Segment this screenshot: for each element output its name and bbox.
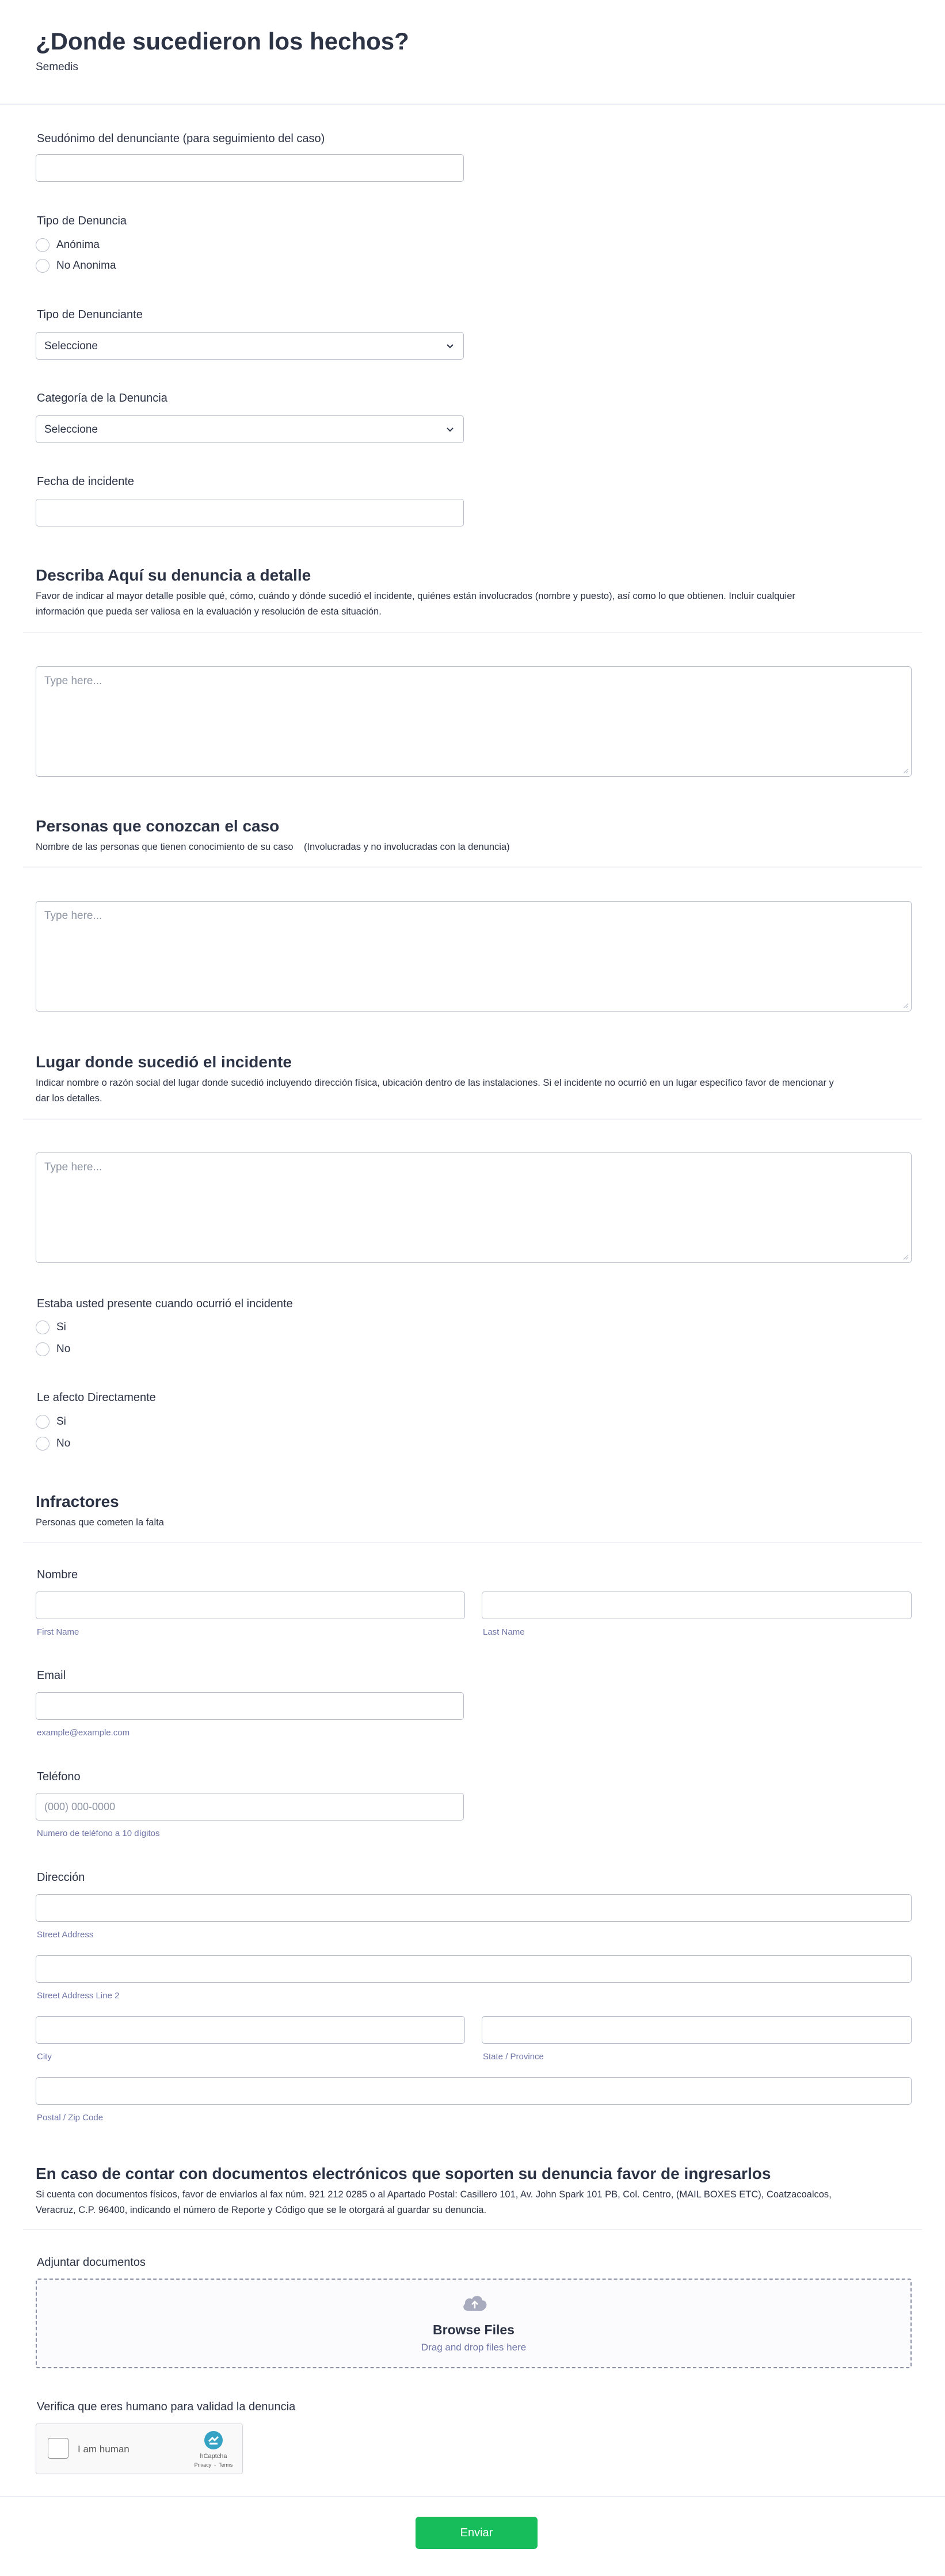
tipo-denunciante-select[interactable] <box>36 332 464 360</box>
telefono-input[interactable] <box>36 1793 464 1821</box>
detalle-desc-line1: Favor de indicar al mayor detalle posible qué, cómo, cuándo y dónde sucedió el incidente, quiénes están involucrados (nombre y puesto), así como lo que obtienen. Incluir cualquier <box>36 591 795 601</box>
captcha-checkbox[interactable] <box>48 2438 68 2459</box>
footer-divider <box>0 2496 945 2497</box>
lugar-placeholder: Type here... <box>44 1161 102 1173</box>
section-divider <box>23 867 922 868</box>
radio-no-anonima-label[interactable]: No Anonima <box>56 259 116 272</box>
section-divider <box>23 1119 922 1120</box>
last-name-input[interactable] <box>482 1592 912 1619</box>
last-name-hint: Last Name <box>483 1627 525 1637</box>
radio-afecto-no-label[interactable]: No <box>56 1437 71 1449</box>
hcaptcha-widget[interactable] <box>36 2424 243 2474</box>
drag-drop-hint: Drag and drop files here <box>421 2342 527 2353</box>
tipo-denunciante-label: Tipo de Denunciante <box>37 308 143 321</box>
categoria-value: Seleccione <box>44 423 98 436</box>
postal-code-input[interactable] <box>36 2077 912 2105</box>
radio-afecto-si-label[interactable]: Si <box>56 1415 66 1428</box>
verifica-label: Verifica que eres humano para validad la denuncia <box>37 2401 296 2413</box>
infractores-title: Infractores <box>36 1493 119 1510</box>
personas-placeholder: Type here... <box>44 910 102 922</box>
city-input[interactable] <box>36 2016 465 2044</box>
detalle-title: Describa Aquí su denuncia a detalle <box>36 566 311 584</box>
hcaptcha-brand: hCaptcha <box>200 2453 227 2460</box>
personas-textarea[interactable] <box>36 901 912 1012</box>
direccion-label: Dirección <box>37 1871 85 1884</box>
radio-anonima[interactable] <box>36 238 49 252</box>
radio-afecto-si[interactable] <box>36 1415 49 1429</box>
nombre-label: Nombre <box>37 1569 78 1581</box>
section-divider <box>23 632 922 633</box>
state-hint: State / Province <box>483 2052 544 2062</box>
documentos-desc-line2: Veracruz, C.P. 96400, indicando el número de Reporte y Código que se le otorgará al guardar su denuncia. <box>36 2205 487 2215</box>
lugar-textarea[interactable] <box>36 1152 912 1263</box>
chevron-down-icon <box>445 341 455 351</box>
radio-presente-si-label[interactable]: Si <box>56 1321 66 1333</box>
detalle-desc-line2: información que pueda ser valiosa en la evaluación y resolución de esta situación. <box>36 606 382 617</box>
upload-label: Adjuntar documentos <box>37 2256 146 2269</box>
state-input[interactable] <box>482 2016 912 2044</box>
cloud-upload-icon <box>461 2292 489 2313</box>
documentos-desc-line1: Si cuenta con documentos físicos, favor de enviarlos al fax núm. 921 212 0285 o al Apartado Postal: Casillero 101, Av. John Spark 101 PB, Col. Centro, (MAIL BOXES ETC), Coatzacoalcos, <box>36 2189 832 2200</box>
email-field[interactable] <box>36 1692 464 1720</box>
radio-anonima-label[interactable]: Anónima <box>56 239 100 251</box>
city-hint: City <box>37 2052 52 2062</box>
hcaptcha-logo-icon <box>203 2430 224 2451</box>
email-label: Email <box>37 1669 66 1682</box>
radio-presente-no[interactable] <box>36 1342 49 1356</box>
telefono-label: Teléfono <box>37 1770 81 1783</box>
categoria-label: Categoría de la Denuncia <box>37 392 167 404</box>
fecha-input[interactable] <box>36 499 464 526</box>
categoria-select[interactable] <box>36 415 464 443</box>
personas-desc-line1: Nombre de las personas que tienen conocimiento de su caso (Involucradas y no involucradas con la denuncia) <box>36 842 510 852</box>
page-subtitle: Semedis <box>36 61 78 73</box>
infractores-desc: Personas que cometen la falta <box>36 1517 164 1528</box>
lugar-desc-line1: Indicar nombre o razón social del lugar donde sucedió incluyendo dirección física, ubicación dentro de las instalaciones. Si el incidente no ocurrió en un lugar específico favor de mencionar y <box>36 1078 834 1088</box>
file-upload-dropzone[interactable] <box>36 2279 912 2368</box>
chevron-down-icon <box>445 424 455 434</box>
street-address-2-input[interactable] <box>36 1955 912 1983</box>
header-divider <box>0 104 945 105</box>
street-address-hint: Street Address <box>37 1930 94 1940</box>
first-name-hint: First Name <box>37 1627 79 1637</box>
email-hint: example@example.com <box>37 1728 130 1738</box>
browse-files-text[interactable]: Browse Files <box>433 2322 515 2337</box>
resize-grip-icon[interactable] <box>902 1002 909 1009</box>
lugar-desc-line2: dar los detalles. <box>36 1093 102 1104</box>
street-address-input[interactable] <box>36 1894 912 1922</box>
telefono-placeholder: (000) 000-0000 <box>44 1801 116 1812</box>
lugar-title: Lugar donde sucedió el incidente <box>36 1053 292 1071</box>
postal-code-hint: Postal / Zip Code <box>37 2113 104 2123</box>
afecto-label: Le afecto Directamente <box>37 1391 156 1404</box>
fecha-label: Fecha de incidente <box>37 475 135 488</box>
street-address-2-hint: Street Address Line 2 <box>37 1991 120 2001</box>
first-name-input[interactable] <box>36 1592 465 1619</box>
detalle-placeholder: Type here... <box>44 675 102 687</box>
page-title: ¿Donde sucedieron los hechos? <box>36 28 409 55</box>
submit-button[interactable]: Enviar <box>416 2517 538 2549</box>
detalle-textarea[interactable] <box>36 666 912 777</box>
documentos-title: En caso de contar con documentos electrónicos que soporten su denuncia favor de ingresarlos <box>36 2165 771 2182</box>
personas-title: Personas que conozcan el caso <box>36 817 280 835</box>
radio-afecto-no[interactable] <box>36 1437 49 1451</box>
telefono-hint: Numero de teléfono a 10 dígitos <box>37 1829 160 1838</box>
seudonimo-input[interactable] <box>36 154 464 182</box>
radio-presente-no-label[interactable]: No <box>56 1343 71 1355</box>
captcha-text: I am human <box>78 2444 129 2455</box>
radio-presente-si[interactable] <box>36 1321 49 1334</box>
section-divider <box>23 1542 922 1543</box>
section-divider <box>23 2229 922 2230</box>
resize-grip-icon[interactable] <box>902 1253 909 1260</box>
seudonimo-label: Seudónimo del denunciante (para seguimiento del caso) <box>37 132 325 145</box>
radio-no-anonima[interactable] <box>36 259 49 273</box>
presente-label: Estaba usted presente cuando ocurrió el incidente <box>37 1297 293 1310</box>
tipo-denuncia-label: Tipo de Denuncia <box>37 215 127 227</box>
hcaptcha-links[interactable]: Privacy - Terms <box>194 2462 233 2468</box>
tipo-denunciante-value: Seleccione <box>44 340 98 352</box>
resize-grip-icon[interactable] <box>902 767 909 774</box>
